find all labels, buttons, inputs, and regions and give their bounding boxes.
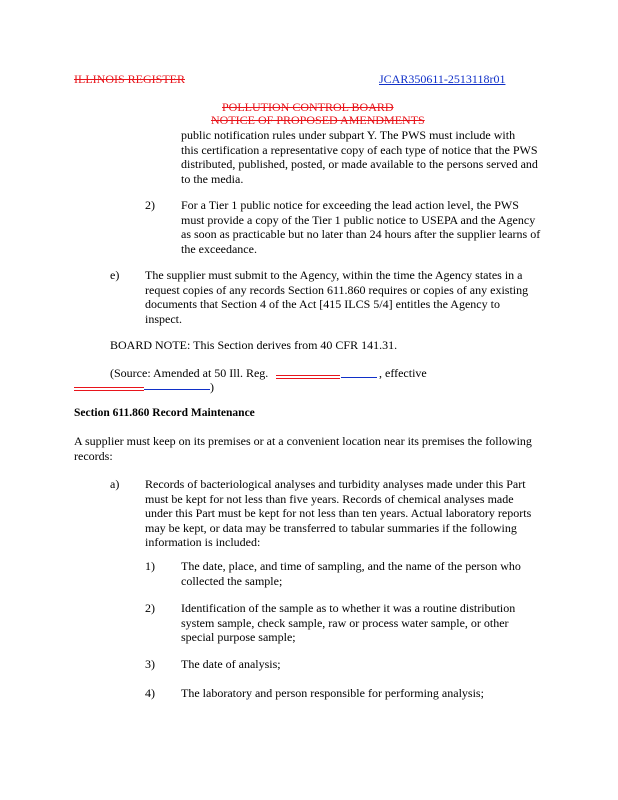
sub-item-4-text bbox=[181, 686, 484, 701]
paragraph-line: The laboratory and person responsible for performing analysis; bbox=[181, 686, 484, 700]
board-note: BOARD NOTE: This Section derives from 40 CFR 141.31. bbox=[110, 338, 398, 352]
paragraph-line: The supplier must submit to the Agency, within the time the Agency states in a bbox=[145, 268, 523, 282]
paragraph-line: the exceedance. bbox=[181, 241, 257, 256]
paragraph-line: special purpose sample; bbox=[181, 630, 296, 644]
item-2-text bbox=[181, 198, 540, 256]
sub-item-1-text bbox=[181, 559, 521, 588]
notice-title: NOTICE OF PROPOSED AMENDMENTS bbox=[211, 113, 425, 127]
item-e-text bbox=[145, 268, 528, 326]
paragraph-line: records: bbox=[74, 448, 113, 463]
paragraph-line: The date, place, and time of sampling, and the name of the person who bbox=[181, 559, 521, 573]
item-e-number: e) bbox=[110, 268, 120, 282]
paragraph-line: documents that Section 4 of the Act [415 ILCS 5/4] entitles the Agency to bbox=[145, 297, 500, 311]
paragraph-line: may be kept, or data may be transferred to tabular summaries if the following bbox=[145, 520, 517, 535]
paragraph-line: Identification of the sample as to whether it was a routine distribution bbox=[181, 601, 516, 615]
section-heading: Section 611.860 Record Maintenance bbox=[74, 407, 255, 419]
jcar-number: JCAR350611-2513118r01 bbox=[379, 72, 506, 86]
source-text: (Source: Amended at 50 Ill. Reg. bbox=[110, 366, 269, 380]
item-a-text bbox=[145, 477, 531, 550]
paragraph-line: A supplier must keep on its premises or at a convenient location near its premises the following bbox=[74, 434, 532, 448]
item-a-number: a) bbox=[110, 477, 120, 491]
paragraph-line: public notification rules under subpart Y. The PWS must include with bbox=[181, 128, 516, 142]
sub-item-2-text bbox=[181, 601, 515, 645]
agency-title: POLLUTION CONTROL BOARD bbox=[222, 100, 394, 114]
effective-red-rule bbox=[74, 387, 144, 388]
paragraph-line: this certification a representative copy of each type of notice that the PWS bbox=[181, 142, 538, 157]
paragraph-line: distributed, published, posted, or made available to the persons served and bbox=[181, 157, 538, 171]
paragraph-line: as soon as practicable but no later than 24 hours after the supplier learns of bbox=[181, 227, 541, 241]
sub-item-1-number: 1) bbox=[145, 559, 155, 573]
effective-red-rule-2 bbox=[74, 390, 144, 391]
paragraph-line: request copies of any records Section 611.860 requires or copies of any existing bbox=[145, 282, 529, 297]
paragraph-line: information is included: bbox=[145, 535, 261, 549]
sub-item-2-number: 2) bbox=[145, 601, 155, 615]
paragraph-line: to the media. bbox=[181, 171, 244, 186]
effective-blue-rule bbox=[144, 389, 210, 390]
register-title: ILLINOIS REGISTER bbox=[74, 72, 185, 86]
paragraph-line: system sample, check sample, raw or process water sample, or other bbox=[181, 615, 509, 630]
paragraph-line: The date of analysis; bbox=[181, 657, 281, 671]
source-close: ) bbox=[210, 380, 214, 394]
sub-item-4-number: 4) bbox=[145, 686, 155, 700]
paragraph-line: must be kept for not less than five years. Records of chemical analyses made bbox=[145, 491, 514, 506]
source-red-rule-2 bbox=[276, 378, 340, 379]
paragraph-line: For a Tier 1 public notice for exceeding the lead action level, the PWS bbox=[181, 198, 519, 212]
continued-paragraph bbox=[181, 128, 538, 186]
paragraph-line: under this Part must be kept for not less than ten years. Actual laboratory reports bbox=[145, 506, 532, 520]
paragraph-line: inspect. bbox=[145, 311, 182, 326]
paragraph-line: Records of bacteriological analyses and turbidity analyses made under this Part bbox=[145, 477, 526, 491]
source-effective: , effective bbox=[379, 366, 427, 380]
source-red-rule bbox=[276, 375, 340, 376]
sub-item-3-number: 3) bbox=[145, 657, 155, 671]
paragraph-line: must provide a copy of the Tier 1 public notice to USEPA and the Agency bbox=[181, 212, 536, 227]
section-intro bbox=[74, 434, 532, 463]
paragraph-line: collected the sample; bbox=[181, 573, 283, 588]
sub-item-3-text bbox=[181, 657, 281, 672]
source-blue-rule bbox=[341, 377, 377, 378]
item-2-number: 2) bbox=[145, 198, 155, 212]
